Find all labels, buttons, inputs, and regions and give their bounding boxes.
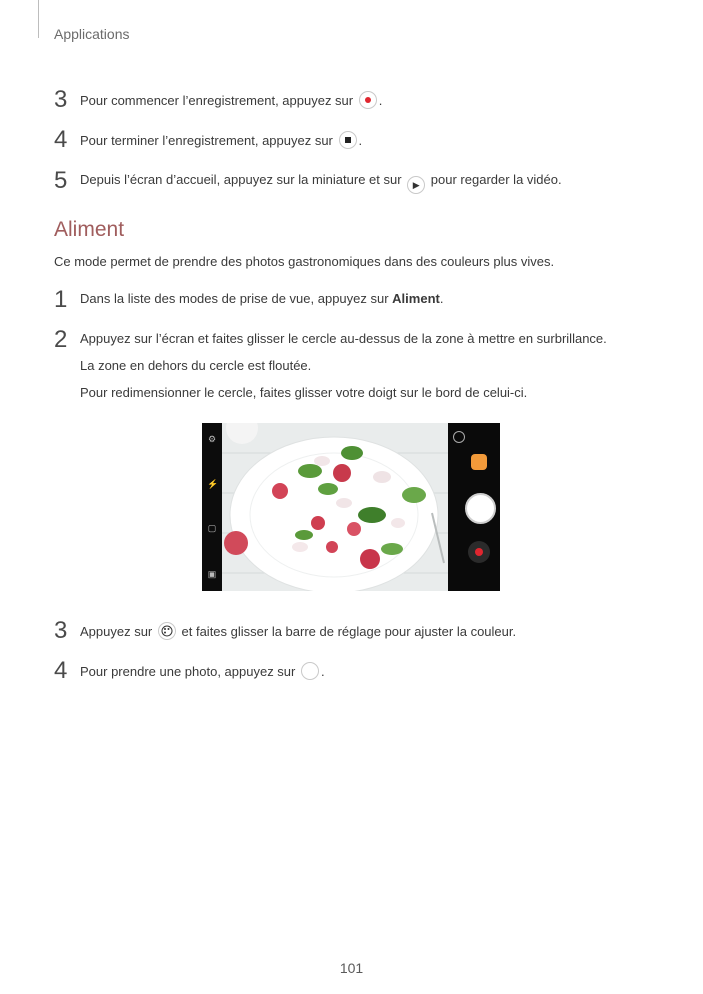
step-text-after: .: [358, 133, 363, 148]
page-number: 101: [339, 960, 364, 976]
video-record-icon: [468, 541, 490, 563]
record-icon: [359, 91, 377, 109]
header-title: Applications: [54, 26, 130, 42]
sub-line: La zone en dehors du cercle est floutée.: [80, 358, 312, 373]
palette-icon: [158, 622, 176, 640]
step-text: [80, 622, 516, 640]
step-text-before: Appuyez sur: [80, 624, 153, 639]
step-number: 4: [54, 657, 68, 684]
step-text-after: .: [378, 93, 383, 108]
step-text-after: pour regarder la vidéo.: [430, 172, 562, 187]
step-text: Appuyez sur l’écran et faites glisser le cercle au-dessus de la zone à mettre en surbrillance.: [80, 331, 607, 346]
effects-icon: ▢: [207, 523, 217, 533]
step-number: 3: [54, 86, 68, 113]
camera-screenshot: [202, 423, 500, 591]
switch-camera-icon: [453, 431, 465, 443]
shutter-icon: [301, 662, 319, 680]
step-text: [80, 291, 443, 306]
step-text-after: .: [439, 291, 444, 306]
step-text-before: Pour prendre une photo, appuyez sur: [80, 664, 296, 679]
step-text-after: .: [321, 664, 325, 679]
play-icon: ▶: [407, 176, 425, 194]
mode-thumbnail-icon: [471, 454, 487, 470]
step-number: 5: [54, 167, 68, 194]
step-text-after: et faites glisser la barre de réglage pour ajuster la couleur.: [181, 624, 517, 639]
step-text-before: Dans la liste des modes de prise de vue, appuyez sur: [80, 291, 393, 306]
step-number: 4: [54, 126, 68, 153]
camera-right-toolbar: [448, 423, 500, 591]
step-number: 2: [54, 326, 68, 353]
step-text-bold: Aliment: [392, 291, 440, 306]
gallery-icon: ▣: [207, 569, 217, 579]
flash-icon: ⚡: [207, 479, 219, 489]
step-text: [80, 131, 362, 149]
food-photo: [222, 423, 448, 591]
step-text: [80, 662, 325, 680]
camera-left-toolbar: [202, 423, 222, 591]
step-number: 1: [54, 286, 68, 313]
section-description: Ce mode permet de prendre des photos gastronomiques dans des couleurs plus vives.: [54, 254, 555, 269]
step-text-before: Depuis l’écran d’accueil, appuyez sur la miniature et sur: [80, 172, 402, 187]
step-number: 3: [54, 617, 68, 644]
step-text: [80, 172, 562, 194]
step-text: [80, 91, 382, 109]
stop-icon: [339, 131, 357, 149]
shutter-button-icon: [465, 493, 496, 524]
step-text-before: Pour commencer l’enregistrement, appuyez sur: [80, 93, 354, 108]
step-text-before: Pour terminer l’enregistrement, appuyez sur: [80, 133, 333, 148]
settings-icon: ⚙: [207, 434, 217, 444]
sub-line: Pour redimensionner le cercle, faites glisser votre doigt sur le bord de celui-ci.: [80, 385, 528, 400]
header-rule: [38, 0, 39, 38]
section-title: Aliment: [54, 218, 125, 241]
